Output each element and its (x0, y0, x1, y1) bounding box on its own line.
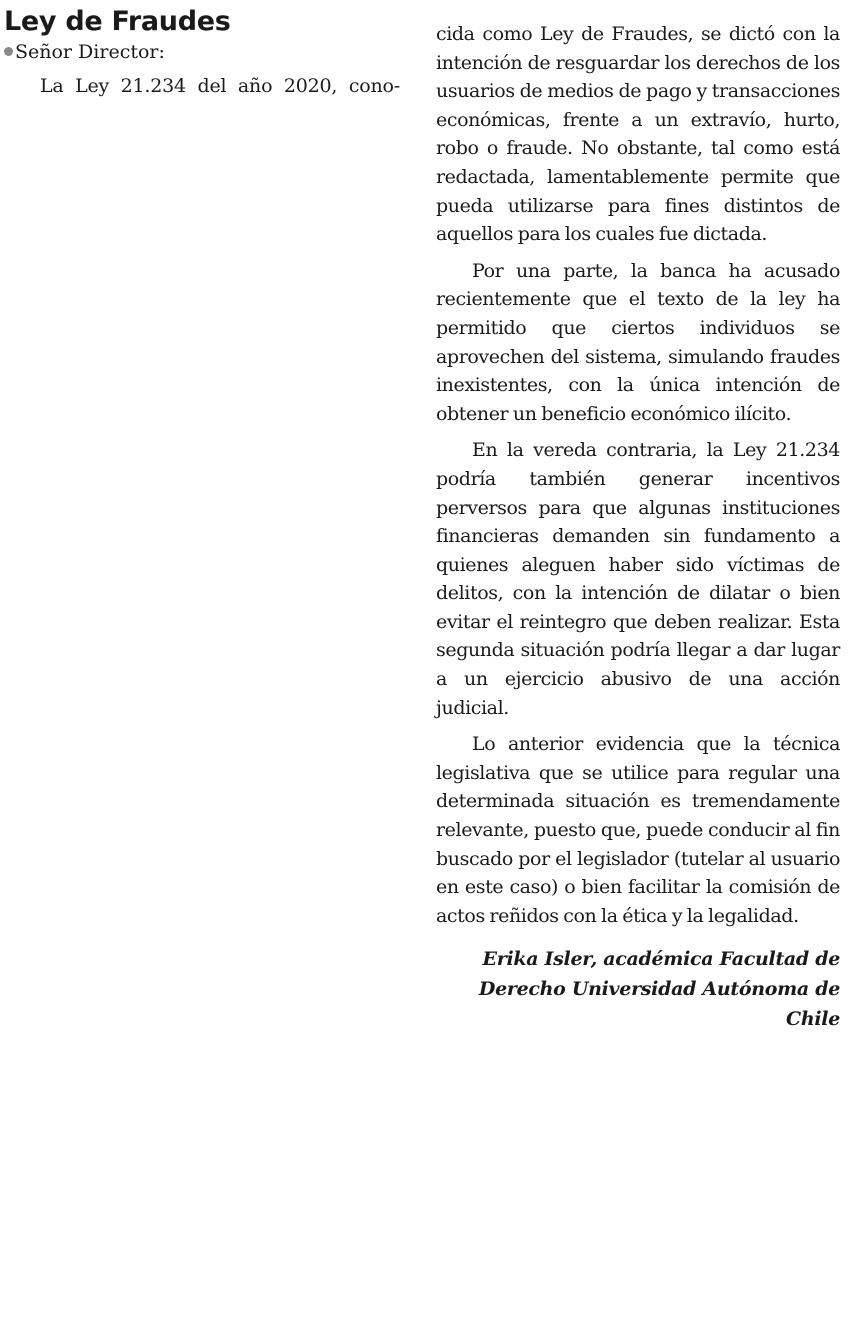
body-paragraph-4: Lo anterior evidencia que la técnica legislativa que se utilice para regular una determinada situación es tremendamente relevante, puesto que, puede conducir al fin buscado por el legislador (tutelar al usuario en este caso) o bien facilitar la comisión de actos reñidos con la ética y la legalidad. (436, 733, 840, 927)
left-column (4, 6, 400, 100)
body-paragraph-1: cida como Ley de Fraudes, se dictó con la intención de resguardar los derechos de los usuarios de medios de pago y transacciones económicas, frente a un extravío, hurto, robo o fraude. No obstante, tal como está redactada, lamentablemente permite que pueda utilizarse para fines distintos de aquellos para los cuales fue dictada. (436, 23, 840, 246)
bullet-icon (4, 47, 13, 56)
signature: Erika Isler, académica Facultad de Derecho Universidad Autónoma de Chile (478, 948, 840, 1031)
lead-paragraph: La Ley 21.234 del año 2020, cono- (40, 75, 400, 97)
salutation-text: Señor Director: (15, 41, 165, 63)
salutation (4, 38, 400, 66)
headline: Ley de Fraudes (4, 6, 231, 37)
body-paragraph-3: En la vereda contraria, la Ley 21.234 podría también generar incentivos perversos para que algunas instituciones financieras demanden sin fundamento a quienes aleguen haber sido víctimas de delitos, con la intención de dilatar o bien evitar el reintegro que deben realizar. Esta segunda situación podría llegar a dar lugar a un ejercicio abusivo de una acción judicial. (436, 439, 840, 719)
right-column (436, 20, 840, 1034)
body-paragraph-2: Por una parte, la banca ha acusado recientemente que el texto de la ley ha permitido que ciertos individuos se aprovechen del sistema, simulando fraudes inexistentes, con la única intención de obtener un beneficio económico ilícito. (436, 259, 840, 425)
